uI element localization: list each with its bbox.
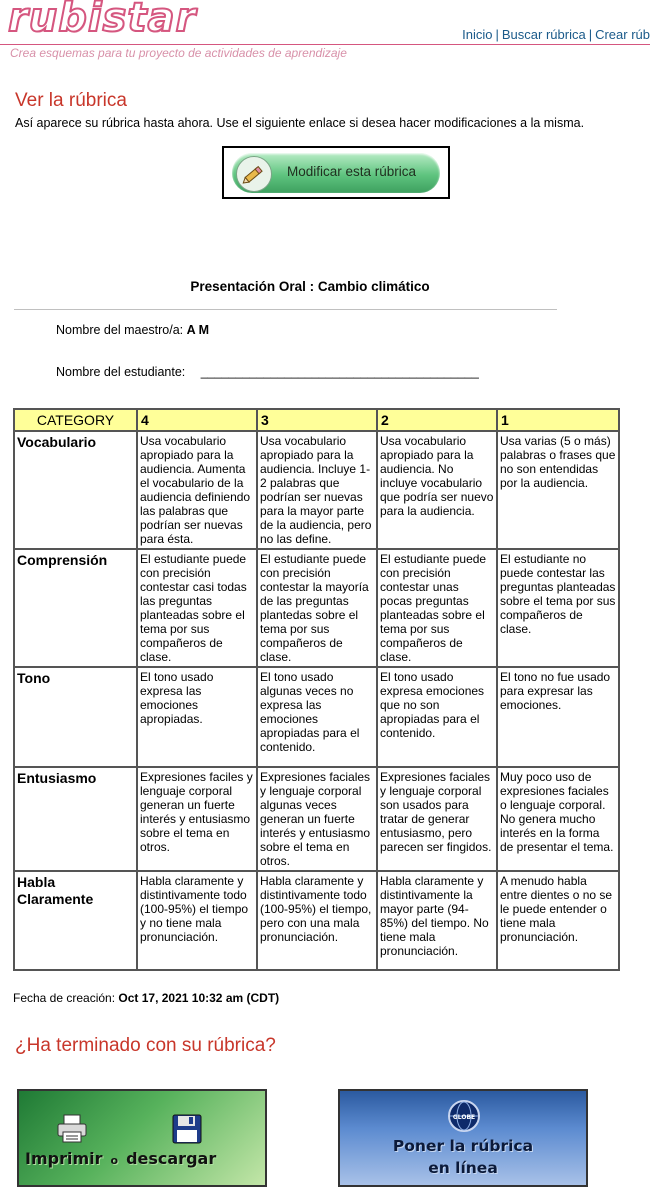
printer-icon — [56, 1114, 88, 1144]
site-logo[interactable]: rubistar — [8, 0, 197, 41]
rubric-cell: Muy poco uso de expresiones faciales o lenguaje corporal. No genera mucho interés en la forma de presentar el tema. — [497, 767, 619, 871]
rubric-cell: El tono usado algunas veces no expresa las emociones apropiadas para el contenido. — [257, 667, 377, 767]
nav-link-inicio[interactable]: Inicio — [462, 27, 493, 42]
nav-link-buscar-rubrica[interactable]: Buscar rúbrica — [501, 27, 586, 42]
print-word: Imprimir — [25, 1149, 103, 1168]
publish-online-label — [340, 1135, 586, 1179]
or-word: o — [110, 1154, 119, 1167]
rubric-table — [13, 408, 620, 971]
floppy-disk-icon — [172, 1114, 202, 1144]
site-tagline: Crea esquemas para tu proyecto de actividades de aprendizaje — [10, 46, 347, 60]
column-header: 3 — [257, 409, 377, 431]
rubric-cell: El tono usado expresa emociones que no son apropiadas para el contenido. — [377, 667, 497, 767]
done-title: ¿Ha terminado con su rúbrica? — [15, 1035, 276, 1056]
print-download-button[interactable] — [17, 1089, 267, 1187]
top-nav — [462, 27, 650, 42]
modify-rubric-button[interactable] — [222, 146, 450, 199]
rubric-cell: El estudiante puede con precisión contestar unas pocas preguntas planteadas sobre el tema por sus compañeros de clase. — [377, 549, 497, 667]
rubric-cell: Expresiones faciales y lenguaje corporal son usados para tratar de generar entusiasmo, pero parecen ser fingidos. — [377, 767, 497, 871]
rubric-cell: Expresiones faciales y lenguaje corporal algunas veces generan un fuerte interés y entusiasmo sobre el tema en otros. — [257, 767, 377, 871]
nav-separator: | — [495, 27, 499, 42]
globe-logo-text: GLOBE — [452, 1114, 476, 1121]
header-divider — [0, 44, 650, 45]
rubric-cell: Usa vocabulario apropiado para la audiencia. Aumenta el vocabulario de la audiencia definiendo las palabras que podrían ser nuevas para ésta. — [137, 431, 257, 549]
pencil-icon — [236, 156, 272, 192]
table-row — [14, 767, 619, 871]
rubric-cell: A menudo habla entre dientes o no se le puede entender o tiene mala pronunciación. — [497, 871, 619, 970]
criterion-cell: Habla Claramente — [14, 871, 137, 970]
criterion-cell: Entusiasmo — [14, 767, 137, 871]
rubric-cell: Usa vocabulario apropiado para la audiencia. No incluye vocabulario que podría ser nuevo para la audiencia. — [377, 431, 497, 549]
nav-separator: | — [588, 27, 593, 42]
page-title: Ver la rúbrica — [15, 90, 127, 111]
modify-button-label: Modificar esta rúbrica — [287, 164, 417, 179]
publish-online-button[interactable] — [338, 1089, 588, 1187]
globe-icon — [448, 1100, 480, 1132]
teacher-line — [56, 323, 209, 337]
rubric-cell: El estudiante puede con precisión contestar la mayoría de las preguntas plantedas sobre el tema por sus compañeros de clase. — [257, 549, 377, 667]
rubric-cell: Usa vocabulario apropiado para la audiencia. Incluye 1-2 palabras que podrían ser nuevas para la mayor parte de la audiencia, pero no las define. — [257, 431, 377, 549]
page-intro: Así aparece su rúbrica hasta ahora. Use el siguiente enlace si desea hacer modificaciones a la misma. — [15, 116, 585, 130]
rubric-cell: El tono no fue usado para expresar las emociones. — [497, 667, 619, 767]
teacher-name: A M — [186, 323, 210, 337]
student-line — [56, 365, 479, 379]
rubric-cell: El estudiante no puede contestar las preguntas planteadas sobre el tema por sus compañeros de clase. — [497, 549, 619, 667]
table-row — [14, 871, 619, 970]
rubric-title-divider — [14, 309, 557, 310]
rubric-cell: Habla claramente y distintivamente todo (100-95%) el tiempo, pero con una mala pronunciación. — [257, 871, 377, 970]
rubric-cell: El estudiante puede con precisión contestar casi todas las preguntas planteadas sobre el tema por sus compañeros de clase. — [137, 549, 257, 667]
column-header: CATEGORY — [14, 409, 137, 431]
rubric-cell: Expresiones faciles y lenguaje corporal generan un fuerte interés y entusiasmo sobre el tema en otros. — [137, 767, 257, 871]
modify-button-pill — [232, 153, 440, 193]
teacher-label: Nombre del maestro/a: — [56, 323, 184, 337]
download-word: descargar — [126, 1149, 217, 1168]
table-row — [14, 667, 619, 767]
rubric-cell: Habla claramente y distintivamente todo (100-95%) el tiempo y no tiene mala pronunciación. — [137, 871, 257, 970]
publish-online-line-2: en línea — [428, 1159, 498, 1177]
rubric-cell: El tono usado expresa las emociones apropiadas. — [137, 667, 257, 767]
creation-date — [13, 991, 279, 1005]
criterion-cell: Vocabulario — [14, 431, 137, 549]
student-label: Nombre del estudiante: — [56, 365, 186, 379]
print-download-label — [25, 1149, 265, 1168]
creation-date-label: Fecha de creación: — [13, 991, 116, 1005]
criterion-cell: Tono — [14, 667, 137, 767]
column-header: 1 — [497, 409, 619, 431]
column-header: 4 — [137, 409, 257, 431]
criterion-cell: Comprensión — [14, 549, 137, 667]
rubric-cell: Habla claramente y distintivamente la mayor parte (94-85%) del tiempo. No tiene mala pronunciación. — [377, 871, 497, 970]
creation-date-value: Oct 17, 2021 10:32 am (CDT) — [118, 991, 280, 1005]
nav-link-crear-rubrica[interactable]: Crear rúb — [595, 27, 650, 42]
rubric-title: Presentación Oral : Cambio climático — [190, 279, 430, 294]
rubric-cell: Usa varias (5 o más) palabras o frases que no son entendidas por la audiencia. — [497, 431, 619, 549]
table-header-row — [14, 409, 619, 431]
student-name-blank: ________________________________________ — [200, 365, 479, 379]
table-row — [14, 549, 619, 667]
publish-online-line-1: Poner la rúbrica — [392, 1137, 534, 1155]
site-header — [0, 0, 650, 62]
column-header: 2 — [377, 409, 497, 431]
table-row — [14, 431, 619, 549]
